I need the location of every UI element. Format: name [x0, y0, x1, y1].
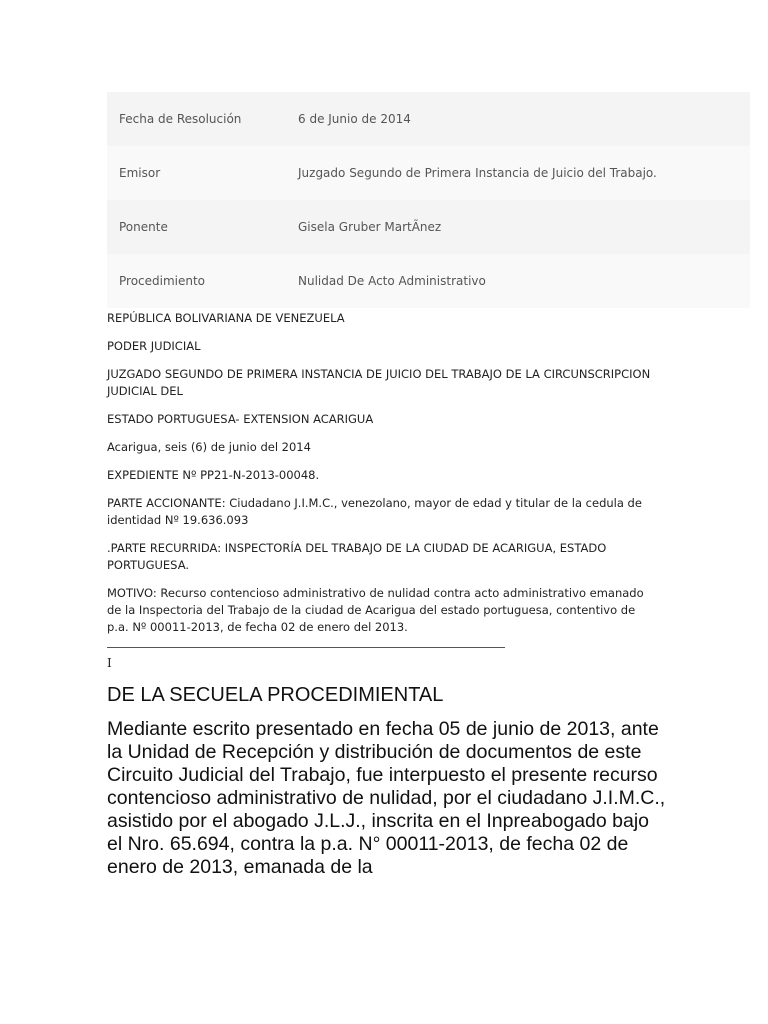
header-juzgado: JUZGADO SEGUNDO DE PRIMERA INSTANCIA DE JUICIO DEL TRABAJO DE LA CIRCUNSCRIPCION JUDICIAL DEL [107, 367, 651, 398]
header-republica: REPÚBLICA BOLIVARIANA DE VENEZUELA [107, 311, 345, 325]
meta-label: Procedimiento [119, 274, 206, 288]
parte-accionante: PARTE ACCIONANTE: Ciudadano J.I.M.C., venezolano, mayor de edad y titular de la cedula de identidad Nº 19.636.093 [107, 496, 642, 527]
metadata-table [107, 92, 750, 308]
document-body [107, 310, 666, 890]
meta-label: Emisor [119, 166, 161, 180]
meta-label: Fecha de Resolución [119, 112, 242, 126]
date-line: Acarigua, seis (6) de junio del 2014 [107, 440, 311, 454]
header-poder-judicial: PODER JUDICIAL [107, 339, 201, 353]
meta-value: Gisela Gruber MartÃnez [298, 220, 442, 234]
meta-row-ponente [107, 200, 750, 254]
divider [107, 647, 505, 648]
expediente: EXPEDIENTE Nº PP21-N-2013-00048. [107, 468, 320, 482]
header-estado: ESTADO PORTUGUESA- EXTENSION ACARIGUA [107, 412, 374, 426]
meta-value: Nulidad De Acto Administrativo [298, 274, 486, 288]
motivo: MOTIVO: Recurso contencioso administrativo de nulidad contra acto administrativo emanado de la Inspectoria del Trabajo de la ciudad de Acarigua del estado portuguesa, contentivo de p.a. Nº 00011-2013, de fecha 02 de enero del 2013. [107, 586, 644, 634]
parte-recurrida: .PARTE RECURRIDA: INSPECTORÍA DEL TRABAJO DE LA CIUDAD DE ACARIGUA, ESTADO PORTUGUESA. [107, 541, 607, 572]
meta-label: Ponente [119, 220, 168, 234]
section-title: DE LA SECUELA PROCEDIMIENTAL [107, 684, 444, 706]
meta-value: 6 de Junio de 2014 [298, 112, 411, 126]
meta-row-procedimiento [107, 254, 750, 308]
main-paragraph: Mediante escrito presentado en fecha 05 de junio de 2013, ante la Unidad de Recepción y distribución de documentos de este Circuito Judicial del Trabajo, fue interpuesto el presente recurso contencioso administrativo de nulidad, por el ciudadano J.I.M.C., asistido por el abogado J.L.J., inscrita en el Inpreabogado bajo el Nro. 65.694, contra la p.a. N° 00011-2013, de fecha 02 de enero de 2013, emanada de la [107, 718, 666, 878]
meta-row-fecha [107, 92, 750, 146]
meta-row-emisor [107, 146, 750, 200]
meta-value: Juzgado Segundo de Primera Instancia de Juicio del Trabajo. [298, 166, 657, 180]
section-number: I [107, 656, 112, 670]
